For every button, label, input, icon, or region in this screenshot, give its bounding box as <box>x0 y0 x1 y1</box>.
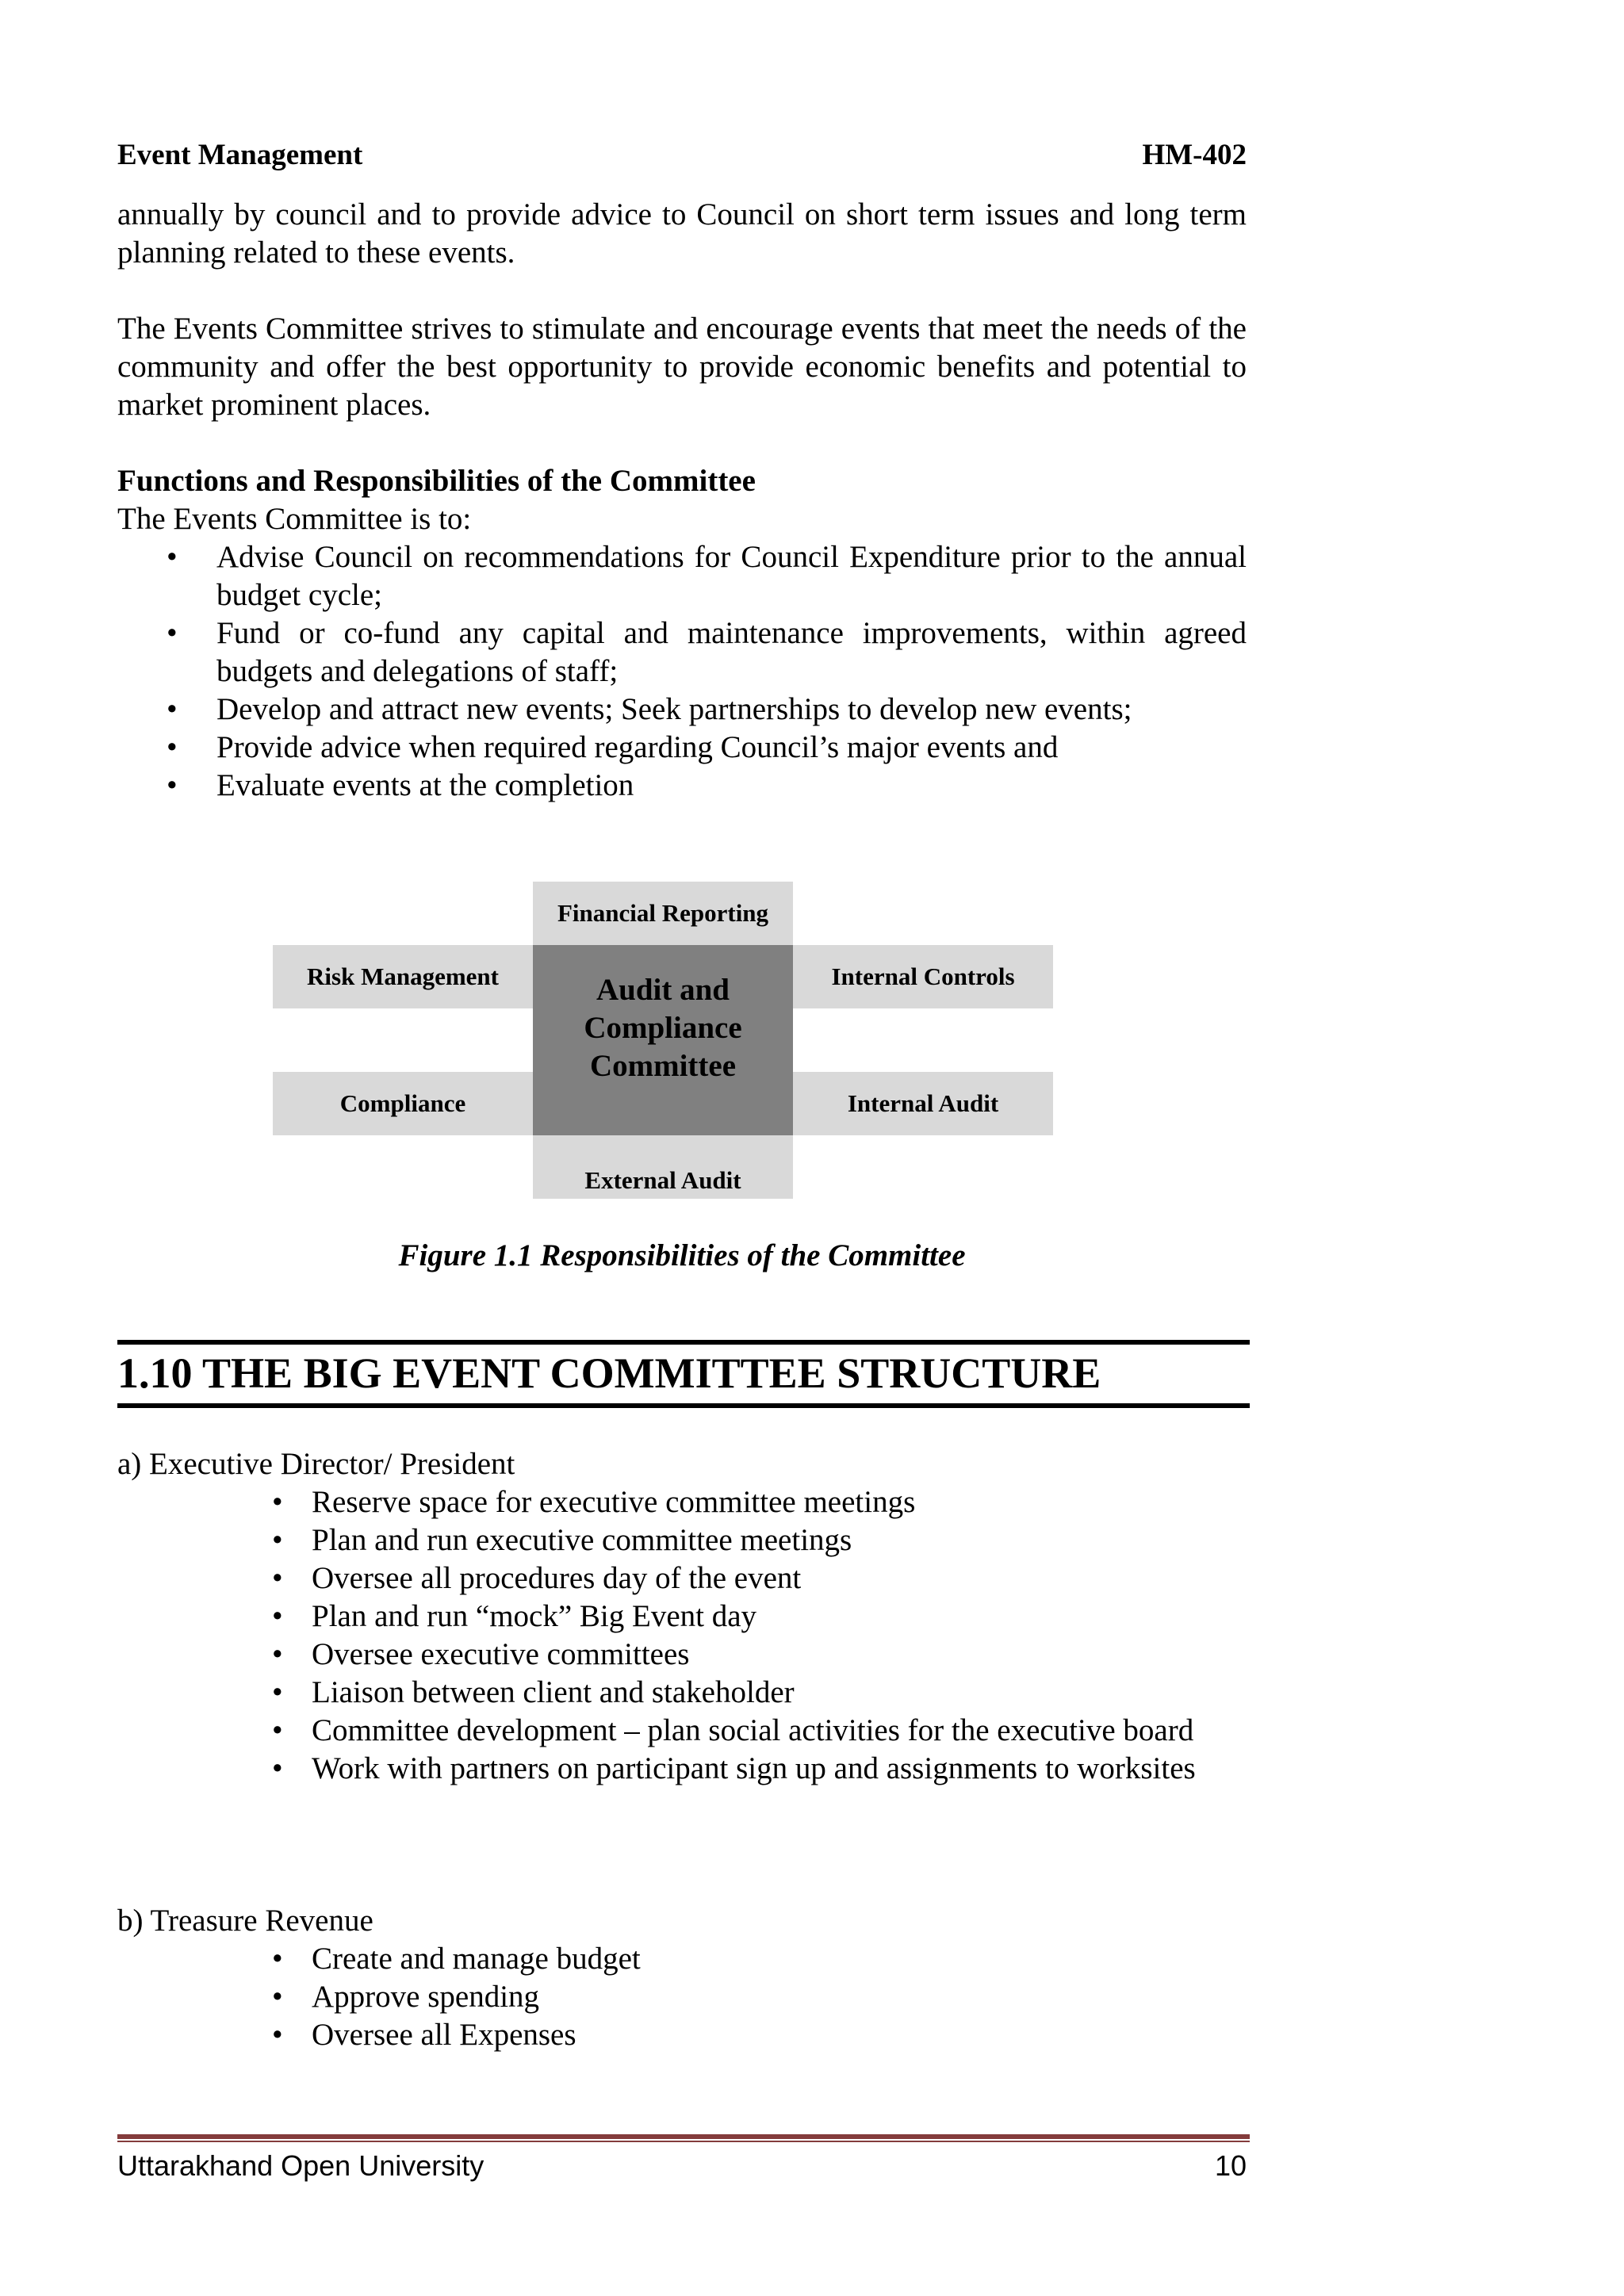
bullet-icon: • <box>272 1485 283 1519</box>
list-item: • Committee development – plan social activities for the executive board <box>117 1712 1247 1750</box>
section-rule-bottom <box>117 1403 1250 1408</box>
list-item: • Reserve space for executive committee meetings <box>117 1483 1247 1521</box>
bullet-icon: • <box>272 1561 283 1595</box>
section-b-list <box>117 1940 1247 2054</box>
list-item: • Approve spending <box>117 1978 1247 2016</box>
figure-box-compliance: Compliance <box>273 1072 533 1135</box>
figure-box-risk-management: Risk Management <box>273 945 533 1008</box>
intro-paragraph-1: annually by council and to provide advice to Council on short term issues and long term planning related to these events. <box>117 197 1247 270</box>
list-item: • Advise Council on recommendations for Council Expenditure prior to the annual budget cycle; <box>167 540 1247 612</box>
header-course-title: Event Management <box>117 139 363 171</box>
bullet-icon: • <box>272 1980 283 2014</box>
list-item: • Work with partners on participant sign up and assignments to worksites <box>117 1750 1247 1788</box>
section-title: 1.10 THE BIG EVENT COMMITTEE STRUCTURE <box>117 1349 1101 1397</box>
list-item: • Plan and run “mock” Big Event day <box>117 1598 1247 1636</box>
figure-box-audit-committee: Audit and Compliance Committee <box>533 945 793 1135</box>
section-a <box>117 1445 1247 1788</box>
section-a-label: a) Executive Director/ President <box>117 1447 515 1481</box>
section-rule-top <box>117 1340 1250 1345</box>
functions-lead: The Events Committee is to: <box>117 502 472 536</box>
bullet-icon: • <box>167 692 178 726</box>
bullet-icon: • <box>272 1675 283 1709</box>
list-item: • Develop and attract new events; Seek partnerships to develop new events; <box>117 691 1247 729</box>
figure-box-financial-reporting: Financial Reporting <box>533 882 793 945</box>
list-item: • Create and manage budget <box>117 1940 1247 1978</box>
list-item: • Plan and run executive committee meetings <box>117 1521 1247 1559</box>
bullet-icon: • <box>167 768 178 802</box>
functions-heading: Functions and Responsibilities of the Committee <box>117 464 756 498</box>
bullet-icon: • <box>272 1713 283 1747</box>
functions-section <box>117 462 1247 805</box>
section-b-label: b) Treasure Revenue <box>117 1904 373 1938</box>
page-number: 10 <box>1214 2149 1247 2182</box>
footer-university: Uttarakhand Open University <box>117 2149 485 2182</box>
bullet-icon: • <box>167 730 178 764</box>
section-b <box>117 1902 1247 2054</box>
list-item: • Provide advice when required regarding Council’s major events and <box>117 729 1247 767</box>
intro-paragraph-2: The Events Committee strives to stimulate and encourage events that meet the needs of the community and offer the best opportunity to provide economic benefits and potential to market prominent places. <box>117 312 1247 422</box>
list-item: • Oversee all Expenses <box>117 2016 1247 2054</box>
header-course-code: HM-402 <box>1142 139 1247 171</box>
figure-box-internal-audit: Internal Audit <box>793 1072 1053 1135</box>
list-item: • Evaluate events at the completion <box>117 767 1247 805</box>
section-a-list <box>117 1483 1247 1788</box>
bullet-icon: • <box>272 1523 283 1557</box>
bullet-icon: • <box>272 1599 283 1633</box>
bullet-icon: • <box>272 1637 283 1671</box>
bullet-icon: • <box>272 1942 283 1976</box>
list-item: • Fund or co-fund any capital and maintenance improvements, within agreed budgets and delegations of staff; <box>167 616 1247 688</box>
list-item: • Liaison between client and stakeholder <box>117 1674 1247 1712</box>
footer-rule-thick <box>117 2134 1250 2139</box>
functions-list <box>117 538 1247 805</box>
figure-box-internal-controls: Internal Controls <box>793 945 1053 1008</box>
bullet-icon: • <box>167 540 178 574</box>
figure-box-external-audit: External Audit <box>533 1135 793 1199</box>
bullet-icon: • <box>272 1751 283 1785</box>
figure-caption: Figure 1.1 Responsibilities of the Committee <box>398 1238 966 1272</box>
list-item: • Oversee all procedures day of the event <box>117 1559 1247 1598</box>
list-item: • Oversee executive committees <box>117 1636 1247 1674</box>
bullet-icon: • <box>272 2018 283 2052</box>
footer-rule-thin <box>117 2141 1250 2142</box>
bullet-icon: • <box>167 616 178 650</box>
